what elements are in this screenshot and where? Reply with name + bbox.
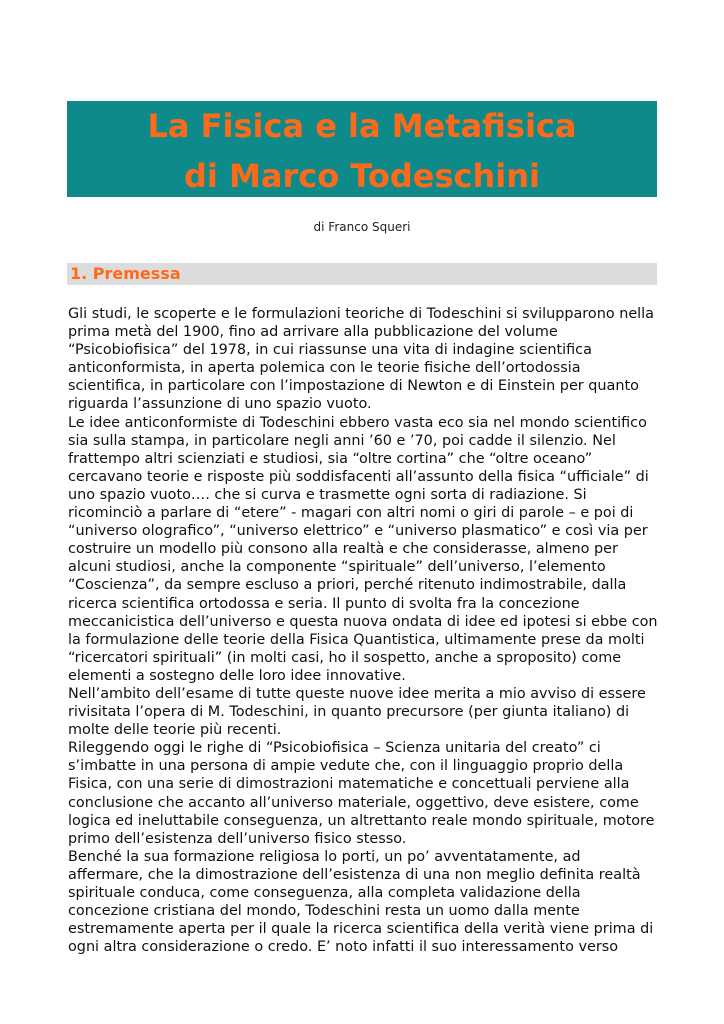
title-line-1: La Fisica e la Metafisica [147, 107, 577, 145]
section-heading-bar [67, 263, 657, 285]
body-text [68, 305, 658, 956]
paragraph: Gli studi, le scoperte e le formulazioni teoriche di Todeschini si svilupparono nella prima metà del 1900, fino ad arrivare alla pubblicazione del volume “Psicobiofisica” del 1978, in cui riassunse una vita di indagine scientifica anticonformista, in aperta polemica con le teorie fisiche dell’ortodossia scientifica, in particolare con l’impostazione di Newton e di Einstein per quanto riguarda l’assunzione di uno spazio vuoto. [68, 306, 654, 413]
paragraph: Le idee anticonformiste di Todeschini ebbero vasta eco sia nel mondo scientifico sia sulla stampa, in particolare negli anni ’60 e ’70, poi cadde il silenzio. Nel frattempo altri scienziati e studiosi, sia “oltre cortina” che “oltre oceano” cercavano teorie e risposte più soddisfacenti all’assunto della fisica “ufficiale” di uno spazio vuoto…. che si curva e trasmette ogni sorta di radiazione. Si ricominciò a parlare di “etere” - magari con altri nomi o giri di parole – e poi di “universo olografico”, “universo elettrico” e “universo plasmatico” e così via per costruire un modello più consono alla realtà e che considerasse, almeno per alcuni studiosi, anche la componente “spirituale” dell’universo, l’elemento “Coscienza”, da sempre escluso a priori, perché ritenuto indimostrabile, dalla ricerca scientifica ortodossa e seria. Il punto di svolta fra la concezione meccanicistica dell’universo e questa nuova ondata di idee ed ipotesi si ebbe con la formulazione delle teorie della Fisica Quantistica, ultimamente prese da molti “ricercatori spirituali” (in molti casi, ho il sospetto, anche a sproposito) come elementi a sostegno delle loro idee innovative. [68, 414, 658, 684]
section-heading: 1. Premessa [70, 264, 181, 283]
author-byline: di Franco Squeri [313, 220, 411, 234]
title-banner [67, 101, 657, 197]
title-line-2: di Marco Todeschini [183, 157, 540, 195]
paragraph: Benché la sua formazione religiosa lo porti, un po’ avventatamente, ad affermare, che la dimostrazione dell’esistenza di una non meglio definita realtà spirituale conduca, come conseguenza, alla completa validazione della concezione cristiana del mondo, Todeschini resta un uomo dalla mente estremamente aperta per il quale la ricerca scientifica della verità viene prima di ogni altra considerazione o credo. E’ noto infatti il suo interessamento verso [68, 848, 654, 956]
paragraph: Rileggendo oggi le righe di “Psicobiofisica – Scienza unitaria del creato” ci s’imbatte in una persona di ampie vedute che, con il linguaggio proprio della Fisica, con una serie di dimostrazioni matematiche e concettuali perviene alla conclusione che accanto all’universo materiale, oggettivo, deve esistere, come logica ed ineluttabile conseguenza, un altrettanto reale mondo spirituale, motore primo dell’esistenza dell’universo fisico stesso. [68, 740, 655, 847]
paragraph: Nell’ambito dell’esame di tutte queste nuove idee merita a mio avviso di essere rivisitata l’opera di M. Todeschini, in quanto precursore (per giunta italiano) di molte delle teorie più recenti. [68, 685, 646, 739]
